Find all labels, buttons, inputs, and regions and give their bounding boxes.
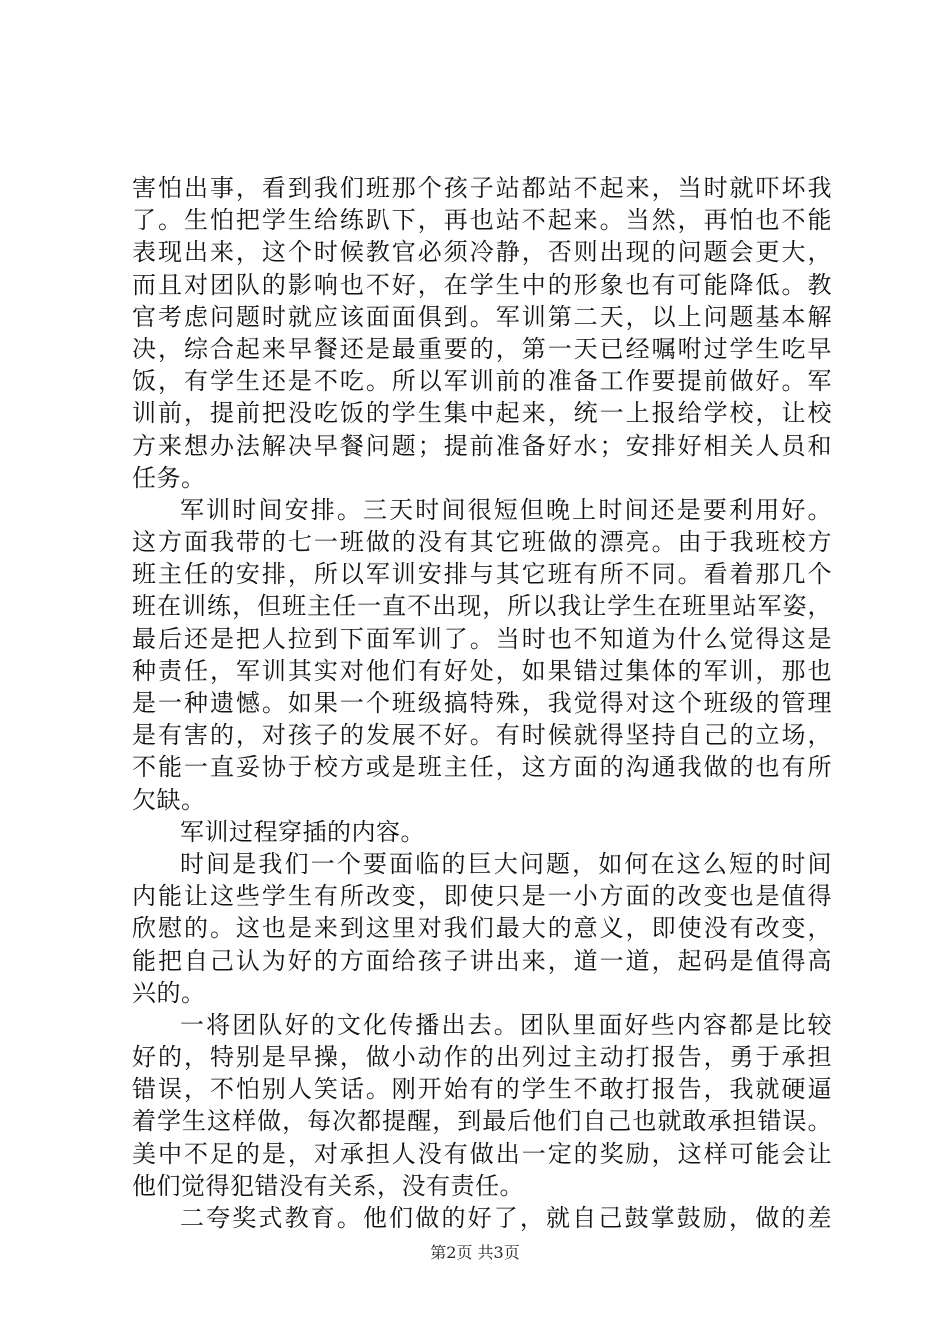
text-line: 官考虑问题时就应该面面俱到。军训第二天，以上问题基本解 (132, 302, 832, 331)
text-line: 表现出来，这个时候教官必须冷静，否则出现的问题会更大， (132, 238, 832, 267)
page-number-footer: 第2页 共3页 (430, 1243, 520, 1262)
text-line: 了。生怕把学生给练趴下，再也站不起来。当然，再怕也不能 (132, 206, 832, 235)
text-line: 是一种遗憾。如果一个班级搞特殊，我觉得对这个班级的管理 (132, 689, 832, 717)
text-line: 是有害的，对孩子的发展不好。有时候就得坚持自己的立场， (132, 721, 832, 750)
text-line: 班在训练，但班主任一直不出现，所以我让学生在班里站军姿， (132, 592, 832, 621)
paragraph-start: 时间是我们一个要面临的巨大问题，如何在这么短的时间 (180, 849, 832, 878)
text-line: 班主任的安排，所以军训安排与其它班有所不同。看着那几个 (132, 560, 832, 589)
text-line: 决，综合起来早餐还是最重要的，第一天已经嘱咐过学生吃早 (132, 334, 832, 363)
text-line: 种责任，军训其实对他们有好处，如果错过集体的军训，那也 (132, 656, 832, 685)
text-line: 最后还是把人拉到下面军训了。当时也不知道为什么觉得这是 (132, 624, 832, 653)
text-line: 好的，特别是早操，做小动作的出列过主动打报告，勇于承担 (132, 1043, 832, 1072)
text-line: 而且对团队的影响也不好，在学生中的形象也有可能降低。教 (132, 270, 832, 299)
text-line: 方来想办法解决早餐问题；提前准备好水；安排好相关人员和 (132, 431, 832, 460)
text-line: 任务。 (132, 463, 206, 492)
text-line: 训前，提前把没吃饭的学生集中起来，统一上报给学校，让校 (132, 399, 832, 428)
text-line: 美中不足的是，对承担人没有做出一定的奖励，这样可能会让 (132, 1139, 832, 1168)
text-line: 着学生这样做，每次都提醒，到最后他们自己也就敢承担错误。 (132, 1107, 832, 1136)
paragraph-start: 一将团队好的文化传播出去。团队里面好些内容都是比较 (180, 1010, 832, 1039)
text-line: 饭，有学生还是不吃。所以军训前的准备工作要提前做好。军 (132, 367, 832, 396)
section-heading: 军训过程穿插的内容。 (180, 817, 425, 846)
text-line: 他们觉得犯错没有关系，没有责任。 (132, 1171, 524, 1200)
document-body (132, 172, 832, 1234)
text-line: 害怕出事，看到我们班那个孩子站都站不起来，当时就吓坏我 (132, 174, 832, 202)
text-line: 欣慰的。这也是来到这里对我们最大的意义，即使没有改变， (132, 914, 832, 943)
text-line: 能把自己认为好的方面给孩子讲出来，道一道，起码是值得高 (132, 946, 832, 975)
text-line: 欠缺。 (132, 785, 206, 814)
text-line: 这方面我带的七一班做的没有其它班做的漂亮。由于我班校方 (132, 528, 832, 557)
text-line: 内能让这些学生有所改变，即使只是一小方面的改变也是值得 (132, 882, 832, 911)
text-line: 错误，不怕别人笑话。刚开始有的学生不敢打报告，我就硬逼 (132, 1075, 832, 1104)
text-line: 不能一直妥协于校方或是班主任，这方面的沟通我做的也有所 (132, 753, 832, 782)
text-line: 兴的。 (132, 978, 206, 1007)
paragraph-start: 二夸奖式教育。他们做的好了，就自己鼓掌鼓励，做的差 (180, 1204, 832, 1232)
paragraph-start: 军训时间安排。三天时间很短但晚上时间还是要利用好。 (180, 495, 832, 524)
